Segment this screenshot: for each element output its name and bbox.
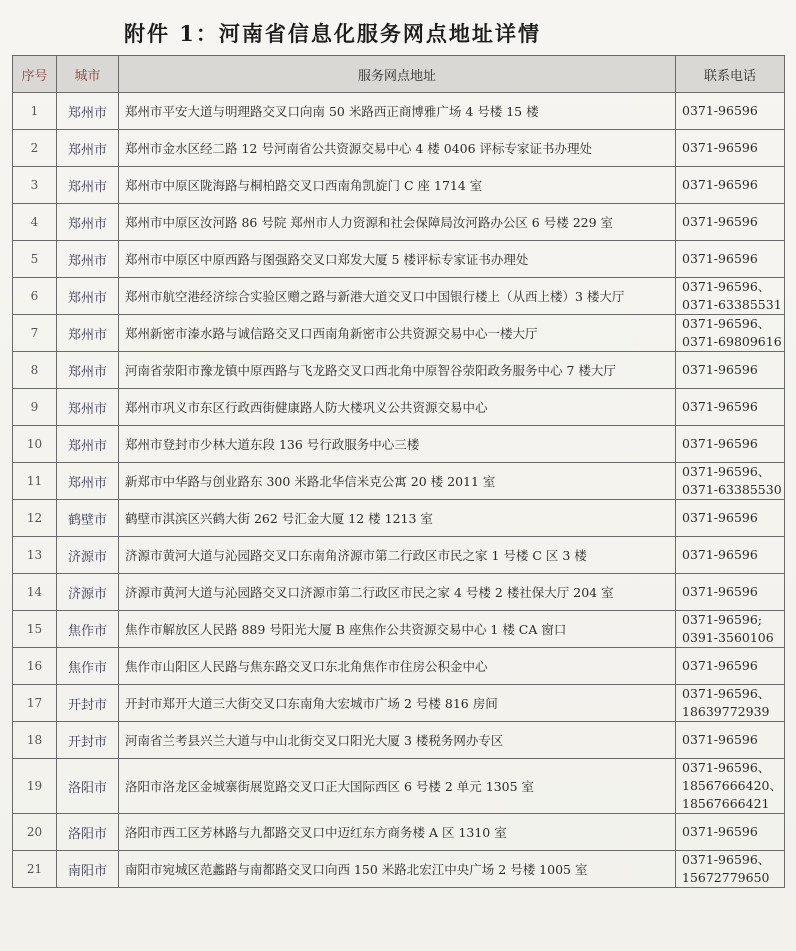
- phone-number: 0371-96596: [682, 140, 758, 155]
- cell-phone: [676, 722, 785, 759]
- cell-city: 郑州市: [57, 130, 119, 167]
- cell-city: 郑州市: [57, 167, 119, 204]
- cell-phone: [676, 463, 785, 500]
- table-row: [13, 722, 785, 759]
- cell-address: 焦作市山阳区人民路与焦东路交叉口东北角焦作市住房公积金中心: [119, 648, 676, 685]
- table-row: [13, 685, 785, 722]
- phone-number: 18567666420、: [682, 778, 782, 793]
- cell-address: 济源市黄河大道与沁园路交叉口东南角济源市第二行政区市民之家 1 号楼 C 区 3 楼: [119, 537, 676, 574]
- cell-address: 鹤壁市淇滨区兴鹤大街 262 号汇金大厦 12 楼 1213 室: [119, 500, 676, 537]
- cell-city: 郑州市: [57, 278, 119, 315]
- cell-no: 8: [13, 352, 57, 389]
- cell-phone: [676, 241, 785, 278]
- cell-phone: [676, 167, 785, 204]
- cell-address: 南阳市宛城区范蠡路与南都路交叉口向西 150 米路北宏江中央广场 2 号楼 1005 室: [119, 851, 676, 888]
- cell-city: 郑州市: [57, 352, 119, 389]
- phone-number: 0371-96596、: [682, 279, 771, 294]
- cell-phone: [676, 574, 785, 611]
- cell-no: 19: [13, 759, 57, 814]
- cell-address: 济源市黄河大道与沁园路交叉口济源市第二行政区市民之家 4 号楼 2 楼社保大厅 204 室: [119, 574, 676, 611]
- cell-no: 13: [13, 537, 57, 574]
- cell-no: 9: [13, 389, 57, 426]
- table-row: [13, 574, 785, 611]
- cell-city: 焦作市: [57, 611, 119, 648]
- phone-number: 0371-96596: [682, 584, 758, 599]
- phone-number: 0371-96596、: [682, 464, 771, 479]
- phone-number: 0371-96596: [682, 103, 758, 118]
- table-row: [13, 167, 785, 204]
- cell-phone: [676, 759, 785, 814]
- phone-number: 0371-96596、: [682, 852, 771, 867]
- cell-no: 5: [13, 241, 57, 278]
- table-row: [13, 648, 785, 685]
- cell-city: 开封市: [57, 685, 119, 722]
- cell-address: 焦作市解放区人民路 889 号阳光大厦 B 座焦作公共资源交易中心 1 楼 CA 窗口: [119, 611, 676, 648]
- cell-city: 洛阳市: [57, 759, 119, 814]
- phone-number: 18567666421: [682, 796, 770, 811]
- cell-no: 6: [13, 278, 57, 315]
- phone-number: 0371-63385530: [682, 482, 782, 497]
- cell-no: 7: [13, 315, 57, 352]
- cell-city: 济源市: [57, 537, 119, 574]
- phone-number: 0371-96596;: [682, 612, 763, 627]
- cell-no: 4: [13, 204, 57, 241]
- cell-phone: [676, 204, 785, 241]
- cell-city: 洛阳市: [57, 814, 119, 851]
- table-row: [13, 352, 785, 389]
- cell-city: 郑州市: [57, 426, 119, 463]
- phone-number: 0371-96596、: [682, 760, 771, 775]
- cell-city: 鹤壁市: [57, 500, 119, 537]
- cell-no: 2: [13, 130, 57, 167]
- table-row: [13, 93, 785, 130]
- cell-city: 郑州市: [57, 315, 119, 352]
- header-phone: 联系电话: [676, 56, 785, 93]
- cell-no: 1: [13, 93, 57, 130]
- header-address: 服务网点地址: [119, 56, 676, 93]
- cell-phone: [676, 814, 785, 851]
- phone-number: 0371-96596、: [682, 686, 771, 701]
- cell-phone: [676, 315, 785, 352]
- cell-address: 郑州市平安大道与明理路交叉口向南 50 米路西正商博雅广场 4 号楼 15 楼: [119, 93, 676, 130]
- table-header-row: [13, 56, 785, 93]
- phone-number: 0371-96596: [682, 177, 758, 192]
- table-row: [13, 851, 785, 888]
- cell-phone: [676, 130, 785, 167]
- phone-number: 0371-96596: [682, 732, 758, 747]
- cell-no: 10: [13, 426, 57, 463]
- phone-number: 0371-96596: [682, 510, 758, 525]
- cell-address: 郑州市中原区汝河路 86 号院 郑州市人力资源和社会保障局汝河路办公区 6 号楼 229 室: [119, 204, 676, 241]
- table-row: [13, 759, 785, 814]
- cell-phone: [676, 426, 785, 463]
- cell-city: 郑州市: [57, 389, 119, 426]
- cell-phone: [676, 537, 785, 574]
- cell-city: 济源市: [57, 574, 119, 611]
- phone-number: 0371-69809616: [682, 334, 782, 349]
- table-row: [13, 315, 785, 352]
- phone-number: 15672779650: [682, 870, 770, 885]
- table-row: [13, 389, 785, 426]
- cell-address: 郑州市巩义市东区行政西街健康路人防大楼巩义公共资源交易中心: [119, 389, 676, 426]
- cell-city: 南阳市: [57, 851, 119, 888]
- cell-no: 17: [13, 685, 57, 722]
- phone-number: 0371-96596: [682, 362, 758, 377]
- phone-number: 0371-96596: [682, 658, 758, 673]
- cell-city: 郑州市: [57, 241, 119, 278]
- cell-no: 12: [13, 500, 57, 537]
- table-row: [13, 278, 785, 315]
- cell-phone: [676, 278, 785, 315]
- phone-number: 18639772939: [682, 704, 770, 719]
- cell-address: 郑州新密市溱水路与诚信路交叉口西南角新密市公共资源交易中心一楼大厅: [119, 315, 676, 352]
- phone-number: 0371-96596: [682, 824, 758, 839]
- cell-address: 洛阳市西工区芳林路与九都路交叉口中迈红东方商务楼 A 区 1310 室: [119, 814, 676, 851]
- cell-city: 焦作市: [57, 648, 119, 685]
- table-row: [13, 537, 785, 574]
- table-body: [13, 93, 785, 888]
- cell-address: 郑州市登封市少林大道东段 136 号行政服务中心三楼: [119, 426, 676, 463]
- cell-phone: [676, 500, 785, 537]
- cell-phone: [676, 389, 785, 426]
- table-row: [13, 500, 785, 537]
- cell-no: 11: [13, 463, 57, 500]
- phone-number: 0371-96596: [682, 399, 758, 414]
- cell-city: 郑州市: [57, 463, 119, 500]
- cell-phone: [676, 685, 785, 722]
- table-row: [13, 426, 785, 463]
- cell-address: 新郑市中华路与创业路东 300 米路北华信米克公寓 20 楼 2011 室: [119, 463, 676, 500]
- phone-number: 0371-96596: [682, 436, 758, 451]
- header-no: 序号: [13, 56, 57, 93]
- cell-no: 16: [13, 648, 57, 685]
- table-row: [13, 241, 785, 278]
- cell-phone: [676, 611, 785, 648]
- cell-phone: [676, 851, 785, 888]
- cell-city: 郑州市: [57, 93, 119, 130]
- table-row: [13, 611, 785, 648]
- cell-city: 郑州市: [57, 204, 119, 241]
- cell-address: 河南省荥阳市豫龙镇中原西路与飞龙路交叉口西北角中原智谷荥阳政务服务中心 7 楼大厅: [119, 352, 676, 389]
- cell-address: 河南省兰考县兴兰大道与中山北街交叉口阳光大厦 3 楼税务网办专区: [119, 722, 676, 759]
- cell-address: 郑州市航空港经济综合实验区赠之路与新港大道交叉口中国银行楼上（从西上楼）3 楼大厅: [119, 278, 676, 315]
- document-title: 附件 1：河南省信息化服务网点地址详情: [124, 21, 541, 46]
- cell-no: 18: [13, 722, 57, 759]
- cell-address: 开封市郑开大道三大街交叉口东南角大宏城市广场 2 号楼 816 房间: [119, 685, 676, 722]
- table-row: [13, 463, 785, 500]
- phone-number: 0371-63385531: [682, 297, 782, 312]
- table-row: [13, 130, 785, 167]
- cell-phone: [676, 93, 785, 130]
- cell-address: 洛阳市洛龙区金城寨街展览路交叉口正大国际西区 6 号楼 2 单元 1305 室: [119, 759, 676, 814]
- cell-no: 14: [13, 574, 57, 611]
- cell-address: 郑州市中原区陇海路与桐柏路交叉口西南角凯旋门 C 座 1714 室: [119, 167, 676, 204]
- cell-address: 郑州市中原区中原西路与图强路交叉口郑发大厦 5 楼评标专家证书办理处: [119, 241, 676, 278]
- phone-number: 0371-96596、: [682, 316, 771, 331]
- phone-number: 0371-96596: [682, 214, 758, 229]
- cell-no: 20: [13, 814, 57, 851]
- phone-number: 0391-3560106: [682, 630, 774, 645]
- phone-number: 0371-96596: [682, 251, 758, 266]
- phone-number: 0371-96596: [682, 547, 758, 562]
- table-row: [13, 814, 785, 851]
- cell-no: 15: [13, 611, 57, 648]
- address-table: [12, 55, 785, 888]
- header-city: 城市: [57, 56, 119, 93]
- cell-phone: [676, 352, 785, 389]
- cell-phone: [676, 648, 785, 685]
- cell-no: 3: [13, 167, 57, 204]
- cell-address: 郑州市金水区经二路 12 号河南省公共资源交易中心 4 楼 0406 评标专家证书办理处: [119, 130, 676, 167]
- table-row: [13, 204, 785, 241]
- cell-no: 21: [13, 851, 57, 888]
- cell-city: 开封市: [57, 722, 119, 759]
